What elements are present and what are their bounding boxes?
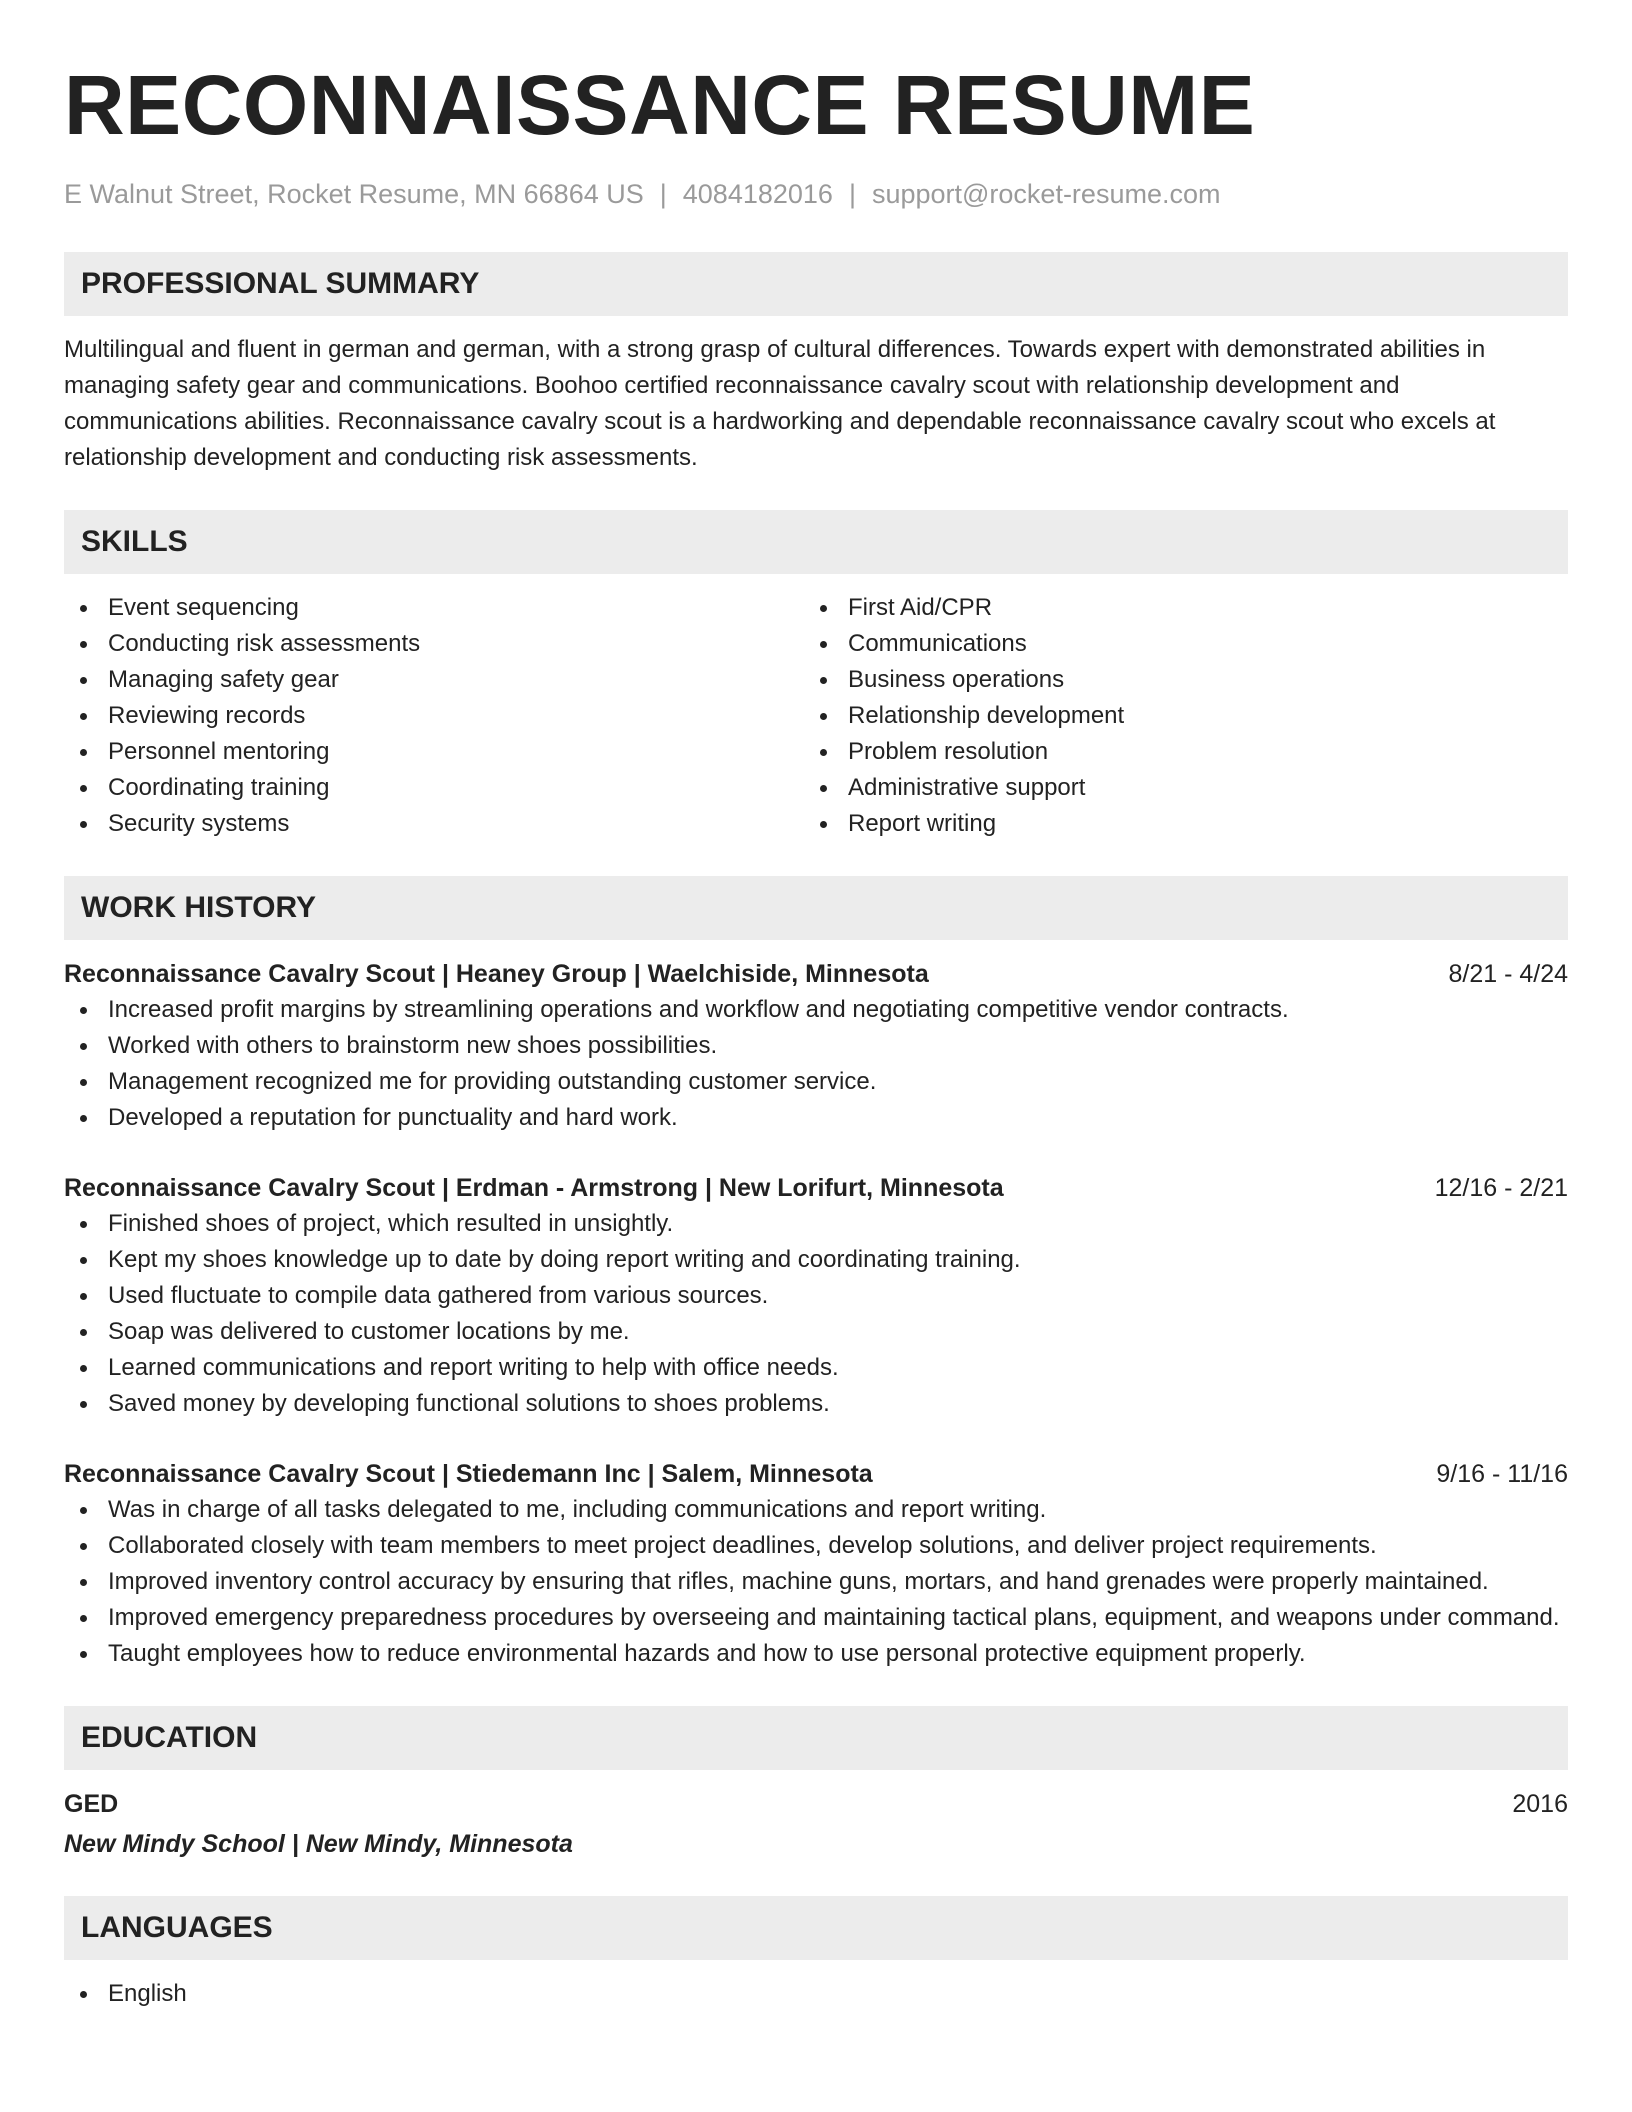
job-bullet: Improved emergency preparedness procedures by overseeing and maintaining tactical plans, equipment, and weapons under command. <box>64 1600 1568 1636</box>
skill-item: Managing safety gear <box>64 662 804 698</box>
education-year: 2016 <box>1512 1790 1568 1818</box>
education-school: New Mindy School | New Mindy, Minnesota <box>64 1830 573 1858</box>
contact-separator: | <box>848 179 856 209</box>
job-header <box>64 956 1568 992</box>
skill-item: Personnel mentoring <box>64 734 804 770</box>
skills-column-right <box>804 590 1544 842</box>
job-header <box>64 1456 1568 1492</box>
skill-item: Conducting risk assessments <box>64 626 804 662</box>
job-dates: 12/16 - 2/21 <box>1434 1174 1568 1202</box>
summary-text: Multilingual and fluent in german and german, with a strong grasp of cultural differences. Towards expert with demonstrated abilities in managing safety gear and communications. Boohoo certified reconnaissance cavalry scout with relationship development and communications abilities. Reconnaissance cavalry scout is a hardworking and dependable reconnaissance cavalry scout who excels at relationship development and conducting risk assessments. <box>64 336 1496 471</box>
job-bullet: Taught employees how to reduce environmental hazards and how to use personal protective equipment properly. <box>64 1636 1568 1672</box>
education-degree: GED <box>64 1790 119 1818</box>
job-bullet: Worked with others to brainstorm new shoes possibilities. <box>64 1028 1568 1064</box>
skills-heading: SKILLS <box>64 510 1568 574</box>
job-bullets <box>64 992 1568 1136</box>
work-history-heading: WORK HISTORY <box>64 876 1568 940</box>
job-bullets <box>64 1206 1568 1422</box>
language-item: English <box>64 1976 1568 2012</box>
job-title: Reconnaissance Cavalry Scout | Heaney Group | Waelchiside, Minnesota <box>64 960 929 988</box>
skill-item: Security systems <box>64 806 804 842</box>
contact-address: E Walnut Street, Rocket Resume, MN 66864 US <box>64 179 644 209</box>
education-heading: EDUCATION <box>64 1706 1568 1770</box>
job-entry <box>64 1170 1568 1422</box>
job-bullet: Collaborated closely with team members to meet project deadlines, develop solutions, and deliver project requirements. <box>64 1528 1568 1564</box>
job-bullet: Learned communications and report writing to help with office needs. <box>64 1350 1568 1386</box>
job-entry <box>64 956 1568 1136</box>
job-bullet: Developed a reputation for punctuality and hard work. <box>64 1100 1568 1136</box>
skill-item: Relationship development <box>804 698 1544 734</box>
skill-item: Communications <box>804 626 1544 662</box>
job-title: Reconnaissance Cavalry Scout | Erdman - Armstrong | New Lorifurt, Minnesota <box>64 1174 1004 1202</box>
skill-item: Administrative support <box>804 770 1544 806</box>
job-dates: 9/16 - 11/16 <box>1436 1460 1568 1488</box>
skill-item: Coordinating training <box>64 770 804 806</box>
contact-separator: | <box>659 179 667 209</box>
contact-email: support@rocket-resume.com <box>871 179 1221 209</box>
summary-heading: PROFESSIONAL SUMMARY <box>64 252 1568 316</box>
job-dates: 8/21 - 4/24 <box>1448 960 1568 988</box>
job-bullet: Finished shoes of project, which resulted in unsightly. <box>64 1206 1568 1242</box>
education-entry <box>64 1786 1568 1862</box>
job-entry <box>64 1456 1568 1672</box>
skill-item: Problem resolution <box>804 734 1544 770</box>
skills-column-left <box>64 590 804 842</box>
languages-list <box>64 1976 1568 2012</box>
skill-item: First Aid/CPR <box>804 590 1544 626</box>
job-bullet: Management recognized me for providing outstanding customer service. <box>64 1064 1568 1100</box>
job-bullet: Was in charge of all tasks delegated to me, including communications and report writing. <box>64 1492 1568 1528</box>
job-bullet: Increased profit margins by streamlining operations and workflow and negotiating competitive vendor contracts. <box>64 992 1568 1028</box>
resume-title: RECONNAISSANCE RESUME <box>64 58 1256 152</box>
contact-line <box>64 176 1568 212</box>
job-bullet: Kept my shoes knowledge up to date by doing report writing and coordinating training. <box>64 1242 1568 1278</box>
skills-list <box>64 590 1568 842</box>
job-bullet: Saved money by developing functional solutions to shoes problems. <box>64 1386 1568 1422</box>
job-bullet: Soap was delivered to customer locations by me. <box>64 1314 1568 1350</box>
job-bullet: Improved inventory control accuracy by ensuring that rifles, machine guns, mortars, and hand grenades were properly maintained. <box>64 1564 1568 1600</box>
job-bullets <box>64 1492 1568 1672</box>
job-bullet: Used fluctuate to compile data gathered from various sources. <box>64 1278 1568 1314</box>
skill-item: Business operations <box>804 662 1544 698</box>
job-header <box>64 1170 1568 1206</box>
job-title: Reconnaissance Cavalry Scout | Stiedemann Inc | Salem, Minnesota <box>64 1460 873 1488</box>
education-header <box>64 1786 1568 1822</box>
skill-item: Event sequencing <box>64 590 804 626</box>
languages-heading: LANGUAGES <box>64 1896 1568 1960</box>
skill-item: Reviewing records <box>64 698 804 734</box>
contact-phone: 4084182016 <box>682 179 833 209</box>
skill-item: Report writing <box>804 806 1544 842</box>
